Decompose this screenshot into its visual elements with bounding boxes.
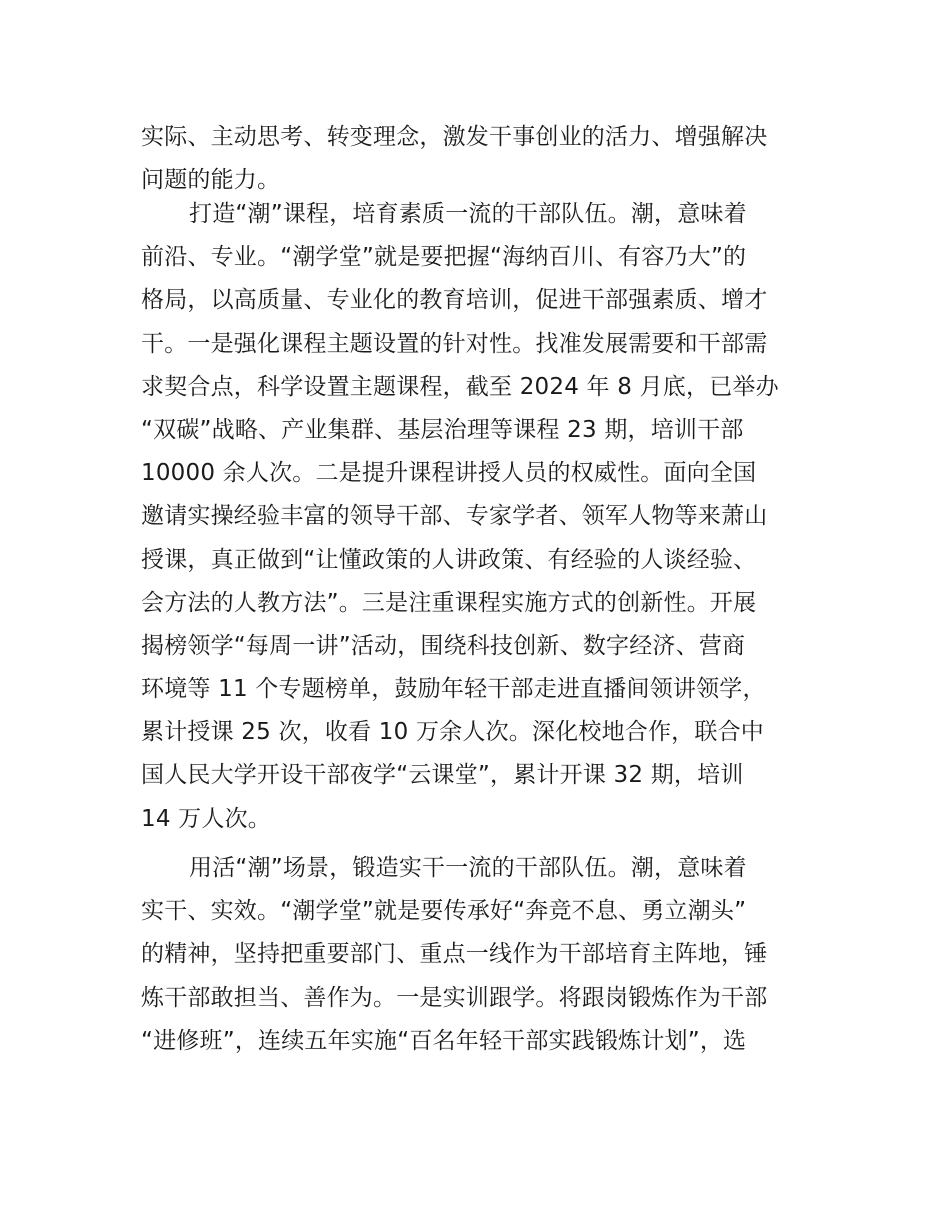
paragraph-line: 前沿、专业。“潮学堂”就是要把握“海纳百川、有容乃大”的: [141, 244, 747, 271]
paragraph-line: 国人民大学开设干部夜学“云课堂”，累计开课 32 期，培训: [141, 762, 744, 789]
paragraph-line: 邀请实操经验丰富的领导干部、专家学者、领军人物等来萧山: [141, 503, 768, 530]
paragraph-2: [141, 193, 813, 841]
paragraph-line: 揭榜领学“每周一讲”活动，围绕科技创新、数字经济、营商: [141, 632, 746, 659]
paragraph-line: 实干、实效。“潮学堂”就是要传承好“奔竞不息、勇立潮头”: [141, 898, 747, 925]
paragraph-line: 用活“潮”场景，锻造实干一流的干部队伍。潮，意味着: [189, 855, 747, 881]
paragraph-line: 实际、主动思考、转变理念，激发干事创业的活力、增强解决: [141, 124, 768, 150]
paragraph-line: 格局，以高质量、专业化的教育培训，促进干部强素质、增才: [141, 287, 768, 314]
paragraph-line: 打造“潮”课程，培育素质一流的干部队伍。潮，意味着: [189, 201, 747, 227]
paragraph-line: 累计授课 25 次，收看 10 万余人次。深化校地合作，联合中: [141, 719, 764, 746]
paragraph-line: 干。一是强化课程主题设置的针对性。找准发展需要和干部需: [141, 330, 768, 357]
paragraph-line: 问题的能力。: [141, 167, 281, 194]
paragraph-line: “双碳”战略、产业集群、基层治理等课程 23 期，培训干部: [141, 416, 744, 443]
paragraph-line: 炼干部敢担当、善作为。一是实训跟学。将跟岗锻炼作为干部: [141, 984, 768, 1011]
paragraph-3: [141, 847, 813, 1063]
paragraph-line: 的精神，坚持把重要部门、重点一线作为干部培育主阵地，锤: [141, 941, 768, 968]
paragraph-line: 10000 余人次。二是提升课程讲授人员的权威性。面向全国: [141, 460, 757, 487]
paragraph-line: 环境等 11 个专题榜单，鼓励年轻干部走进直播间领讲领学，: [141, 676, 766, 703]
paragraph-1: [141, 116, 813, 202]
paragraph-line: 14 万人次。: [141, 805, 271, 832]
paragraph-line: 授课，真正做到“让懂政策的人讲政策、有经验的人谈经验、: [141, 546, 757, 573]
paragraph-line: 求契合点，科学设置主题课程，截至 2024 年 8 月底，已举办: [141, 373, 779, 400]
paragraph-line: “进修班”，连续五年实施“百名年轻干部实践锻炼计划”，选: [141, 1027, 747, 1054]
paragraph-line: 会方法的人教方法”。三是注重课程实施方式的创新性。开展: [141, 589, 757, 616]
